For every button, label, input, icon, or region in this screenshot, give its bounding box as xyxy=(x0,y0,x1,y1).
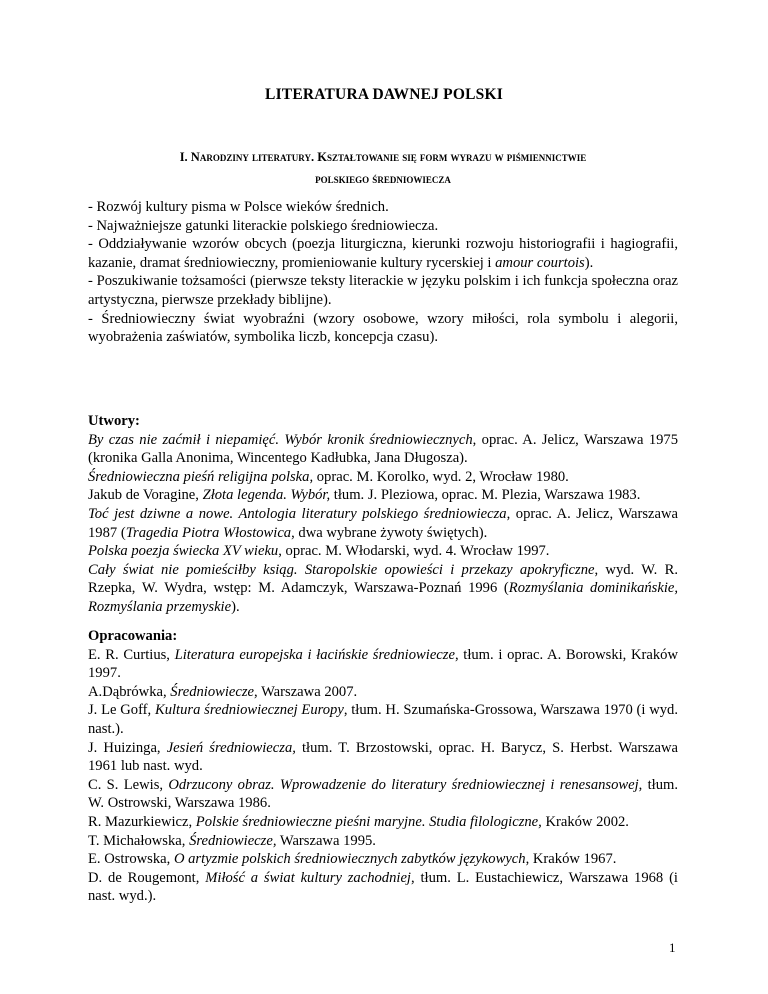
study-entry xyxy=(88,776,678,813)
topic-item: - Najważniejsze gatunki literackie polskiego średniowiecza. xyxy=(88,217,439,234)
entry-author: E. Ostrowska, xyxy=(88,851,174,868)
work-entry xyxy=(88,431,678,468)
studies-heading: Opracowania: xyxy=(88,628,178,644)
entry-details: Kraków 2002. xyxy=(541,813,629,830)
entry-details-end: , dwa wybrane żywoty świętych). xyxy=(291,524,488,541)
works-heading: Utwory: xyxy=(88,413,140,429)
topic-italic-term: amour courtois xyxy=(495,254,585,271)
work-entry xyxy=(88,561,678,617)
entry-details: tłum. T. Brzostowski, oprac. H. Barycz, S. Herbst. Warszawa 1961 lub nast. wyd. xyxy=(88,739,678,775)
study-entry xyxy=(88,850,678,869)
entry-title: Średniowiecze xyxy=(170,683,255,700)
entry-author: Jakub de Voragine, xyxy=(88,487,203,504)
study-entry xyxy=(88,813,678,832)
study-entry xyxy=(88,701,678,738)
entry-details: , tłum. W. Ostrowski, Warszawa 1986. xyxy=(88,776,678,812)
entry-title: O artyzmie polskich średniowiecznych zabytków językowych xyxy=(173,851,526,868)
entry-author: R. Mazurkiewicz, xyxy=(88,813,196,830)
entry-details-end: ). xyxy=(231,598,240,615)
entry-details: , tłum. H. Szumańska-Grossowa, Warszawa 1970 (i wyd. nast.). xyxy=(88,702,678,737)
study-entry xyxy=(88,739,678,776)
entry-details: , oprac. A. Jelicz, Warszawa 1987 ( xyxy=(88,505,678,541)
studies-list xyxy=(88,646,678,906)
study-entry xyxy=(88,832,678,851)
work-entry xyxy=(88,505,678,542)
entry-details: , wyd. W. R. Rzepka, W. Wydra, wstęp: M. Adamczyk, Warszawa-Poznań 1996 ( xyxy=(88,561,678,597)
page-number: 1 xyxy=(669,940,676,955)
entry-title: Cały świat nie pomieściłby ksiąg. Staropolskie opowieści i przekazy apokryficzne xyxy=(88,561,595,578)
entry-author: J. Huizinga, xyxy=(88,739,167,756)
works-list xyxy=(88,431,678,617)
entry-title: Jesień średniowiecza, xyxy=(166,739,296,756)
topic-text-end: ). xyxy=(584,254,594,271)
entry-details: oprac. M. Korolko, wyd. 2, Wrocław 1980. xyxy=(313,468,569,485)
section-heading-line-2: polskiego średniowiecza xyxy=(315,172,451,186)
entry-title: Średniowieczna pieśń religijna polska, xyxy=(88,468,314,485)
entry-title: By czas nie zaćmił i niepamięć. Wybór kronik średniowiecznych xyxy=(88,431,473,448)
entry-author: T. Michałowska, xyxy=(88,832,190,849)
entry-author: J. Le Goff, xyxy=(88,702,155,719)
entry-title: Złota legenda. Wybór, xyxy=(202,487,331,504)
entry-title-secondary: Rozmyślania dominikańskie, Rozmyślania przemyskie xyxy=(88,580,679,615)
topic-item: - Poszukiwanie tożsamości (pierwsze teksty literackie w języku polskim i ich funkcja społeczna oraz artystyczna, pierwsze przekłady biblijne). xyxy=(88,273,678,308)
topics-list xyxy=(88,198,678,347)
entry-details: , tłum. i oprac. A. Borowski, Kraków 1997. xyxy=(88,646,679,682)
entry-details: Warszawa 1995. xyxy=(276,832,376,849)
work-entry xyxy=(88,468,678,487)
entry-title-secondary: Tragedia Piotra Włostowica xyxy=(125,524,292,541)
study-entry xyxy=(88,869,678,906)
work-entry xyxy=(88,486,678,505)
entry-title: Kultura średniowiecznej Europy xyxy=(154,702,344,719)
study-entry xyxy=(88,683,678,702)
entry-author: D. de Rougemont, xyxy=(88,869,206,886)
topic-item: - Rozwój kultury pisma w Polsce wieków średnich. xyxy=(88,199,389,215)
study-entry xyxy=(88,646,678,683)
entry-title: Literatura europejska i łacińskie średniowiecze xyxy=(174,646,455,663)
entry-details: , oprac. A. Jelicz, Warszawa 1975 (kronika Galla Anonima, Wincentego Kadłubka, Jana Długosza). xyxy=(88,431,679,467)
entry-author: A.Dąbrówka, xyxy=(88,683,171,700)
entry-details: , oprac. M. Włodarski, wyd. 4. Wrocław 1997. xyxy=(278,543,550,560)
document-title: LITERATURA DAWNEJ POLSKI xyxy=(265,86,503,103)
entry-title: Odrzucony obraz. Wprowadzenie do literatury średniowiecznej i renesansowej xyxy=(168,776,639,793)
entry-author: E. R. Curtius, xyxy=(88,646,175,663)
works-section xyxy=(88,412,678,617)
topic-item: - Średniowieczny świat wyobraźni (wzory osobowe, wzory miłości, rola symbolu i alegorii, wyobrażenia zaświatów, symbolika liczb, koncepcja czasu). xyxy=(88,310,678,346)
topic-text: - Oddziaływanie wzorów obcych (poezja liturgiczna, kierunki rozwoju historiografii i hagiografii, kazanie, dramat średniowieczny, promieniowanie kultury rycerskiej i xyxy=(88,236,678,271)
entry-title: Polskie średniowieczne pieśni maryjne. Studia filologiczne, xyxy=(195,813,542,830)
studies-section xyxy=(88,627,678,906)
entry-details: tłum. J. Pleziowa, oprac. M. Plezia, Warszawa 1983. xyxy=(330,487,641,504)
entry-title: Miłość a świat kultury zachodniej xyxy=(205,869,411,886)
entry-details: , Kraków 1967. xyxy=(525,851,617,868)
entry-details: , Warszawa 2007. xyxy=(254,683,358,700)
topic-item xyxy=(88,235,678,272)
section-heading-line-1: I. Narodziny literatury. Kształtowanie się form wyrazu w piśmiennictwie xyxy=(179,150,587,164)
work-entry xyxy=(88,542,678,561)
entry-title: Średniowiecze, xyxy=(189,832,277,849)
entry-title: Polska poezja świecka XV wieku xyxy=(88,543,279,560)
entry-title: Toć jest dziwne a nowe. Antologia literatury polskiego średniowiecza xyxy=(88,505,507,522)
section-heading xyxy=(88,146,678,190)
entry-details: , tłum. L. Eustachiewicz, Warszawa 1968 (i nast. wyd.). xyxy=(88,869,678,905)
entry-author: C. S. Lewis, xyxy=(88,776,169,793)
